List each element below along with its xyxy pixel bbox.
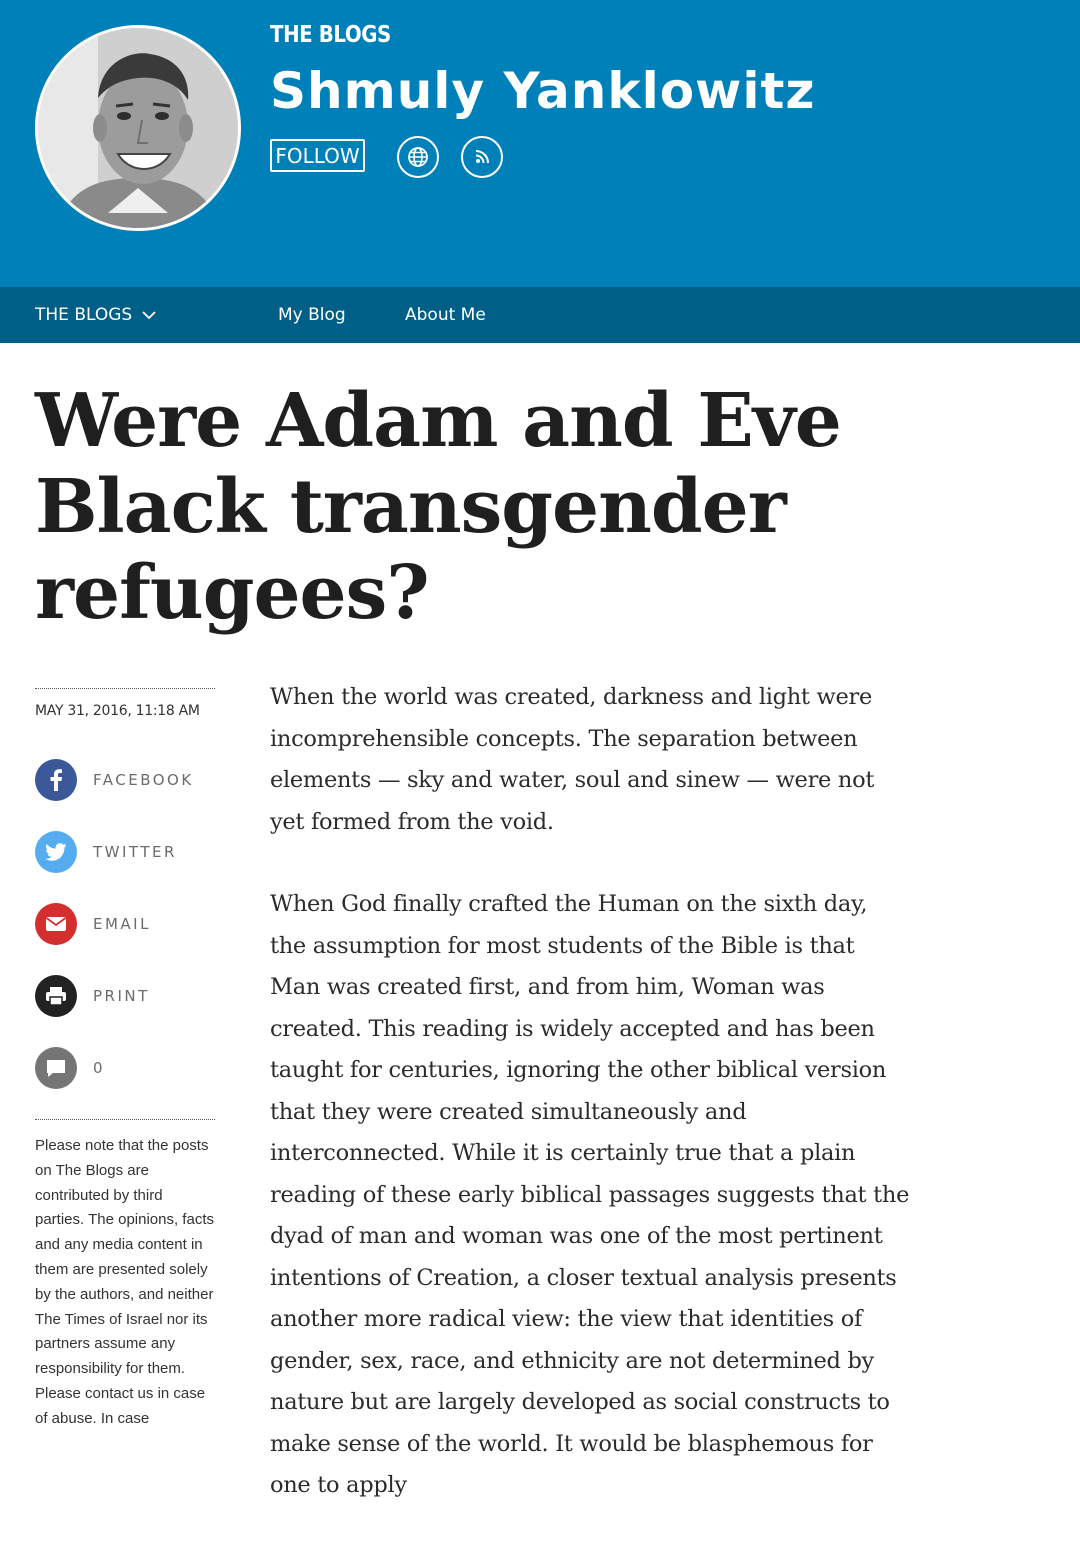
share-comments[interactable] bbox=[35, 1047, 215, 1089]
share-label: TWITTER bbox=[93, 843, 177, 861]
author-name[interactable]: Shmuly Yanklowitz bbox=[270, 62, 816, 120]
twitter-icon bbox=[35, 831, 77, 873]
comment-count: 0 bbox=[93, 1059, 106, 1077]
rss-icon bbox=[473, 148, 491, 166]
article-title: Were Adam and Eve Black transgender refugees? bbox=[35, 378, 841, 636]
article-sidebar bbox=[35, 688, 215, 1432]
nav-my-blog[interactable]: My Blog bbox=[278, 305, 346, 325]
divider bbox=[35, 688, 215, 689]
nav-the-blogs[interactable] bbox=[35, 287, 156, 343]
email-icon bbox=[35, 903, 77, 945]
chevron-down-icon bbox=[142, 287, 156, 343]
nav-about-me[interactable]: About Me bbox=[405, 305, 486, 325]
blog-header bbox=[0, 0, 1080, 287]
article-body bbox=[270, 677, 910, 1548]
share-list bbox=[35, 759, 215, 1089]
article-paragraph: When God finally crafted the Human on the sixth day, the assumption for most students of the Bible is that Man was created first, and from him, Woman was created. This reading is widely accepted and has been taught for centuries, ignoring the other biblical version that they were created simultaneously and interconnected. While it is certainly true that a plain reading of these early biblical passages suggests that the dyad of man and woman was one of the most pertinent intentions of Creation, a closer textual analysis presents another more radical view: the view that identities of gender, sex, race, and ethnicity are not determined by nature but are largely developed as social constructs to make sense of the world. It would be blasphemous for one to apply bbox=[270, 891, 910, 1498]
share-label: FACEBOOK bbox=[93, 771, 194, 789]
share-print[interactable] bbox=[35, 975, 215, 1017]
blog-disclaimer: Please note that the posts on The Blogs are contributed by third parties. The opinions, facts and any media content in them are presented solely by the authors, and neither The Times of Israel nor its partners assume any responsibility for them. Please contact us in case of abuse. In case bbox=[35, 1137, 214, 1427]
publish-date: MAY 31, 2016, 11:18 AM bbox=[35, 703, 200, 719]
website-button[interactable] bbox=[397, 136, 439, 178]
globe-icon bbox=[407, 146, 429, 168]
author-avatar[interactable] bbox=[35, 25, 241, 231]
section-kicker[interactable]: THE BLOGS bbox=[270, 22, 391, 48]
rss-button[interactable] bbox=[461, 136, 503, 178]
share-label: PRINT bbox=[93, 987, 150, 1005]
share-facebook[interactable] bbox=[35, 759, 215, 801]
blog-nav bbox=[0, 287, 1080, 343]
article-paragraph: When the world was created, darkness and light were incomprehensible concepts. The separation between elements — sky and water, soul and sinew — were not yet formed from the void. bbox=[270, 684, 875, 835]
divider bbox=[35, 1119, 215, 1120]
facebook-icon bbox=[35, 759, 77, 801]
author-photo bbox=[38, 28, 238, 228]
print-icon bbox=[35, 975, 77, 1017]
share-label: EMAIL bbox=[93, 915, 151, 933]
follow-button[interactable]: FOLLOW bbox=[270, 139, 365, 172]
nav-label: THE BLOGS bbox=[35, 305, 133, 325]
comment-icon bbox=[35, 1047, 77, 1089]
share-twitter[interactable] bbox=[35, 831, 215, 873]
share-email[interactable] bbox=[35, 903, 215, 945]
